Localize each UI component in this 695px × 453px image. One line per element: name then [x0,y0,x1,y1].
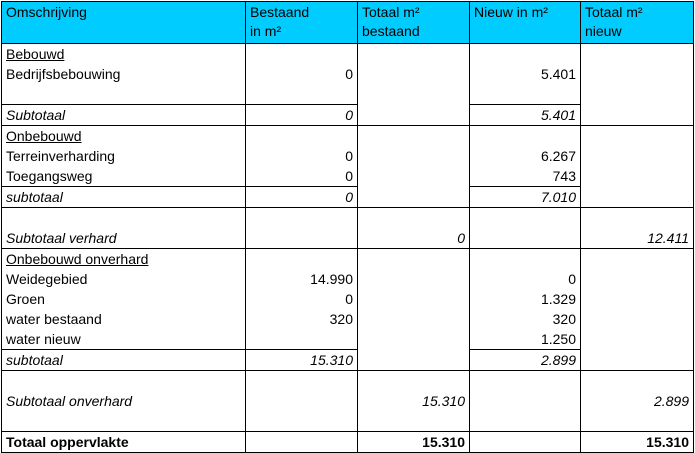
section-bebouwd[interactable]: Bebouwd [2,44,246,65]
cell[interactable] [581,126,694,147]
row-label[interactable]: Groen [2,289,246,309]
cell-bestaand[interactable]: 14.990 [246,269,358,289]
cell-bestaand[interactable]: 0 [246,105,358,126]
cell[interactable] [358,166,470,187]
cell[interactable] [470,228,581,249]
row-label[interactable]: water nieuw [2,329,246,350]
cell-bestaand[interactable]: 0 [246,187,358,208]
cell[interactable] [2,411,246,432]
cell[interactable] [470,371,581,392]
cell[interactable] [358,249,470,270]
cell[interactable] [470,249,581,270]
table-row [2,166,694,187]
table-row [2,146,694,166]
cell[interactable] [581,44,694,65]
section-onbebouwd-onverhard[interactable]: Onbebouwd onverhard [2,249,246,270]
cell[interactable] [581,166,694,187]
cell[interactable] [246,371,358,392]
cell[interactable] [470,126,581,147]
cell[interactable] [358,84,470,105]
header-totaal-bestaand[interactable]: Totaal m² bestaand [358,2,470,44]
cell[interactable] [358,187,470,208]
total-row [2,432,694,453]
area-table [1,1,694,453]
header-totaal-nieuw[interactable]: Totaal m² nieuw [581,2,694,44]
cell[interactable] [246,44,358,65]
cell[interactable] [470,432,581,453]
cell[interactable] [246,208,358,229]
table-row [2,44,694,65]
cell[interactable] [358,350,470,371]
table-row [2,350,694,371]
cell[interactable] [358,329,470,350]
cell[interactable] [2,84,246,105]
cell[interactable] [470,391,581,411]
cell[interactable] [246,329,358,350]
cell[interactable] [470,44,581,65]
cell-nieuw[interactable]: 7.010 [470,187,581,208]
row-label[interactable]: Subtotaal onverhard [2,391,246,411]
cell[interactable] [581,289,694,309]
cell-nieuw[interactable]: 0 [470,269,581,289]
table-row [2,309,694,329]
row-label[interactable]: Totaal oppervlakte [2,432,246,453]
cell-nieuw[interactable]: 6.267 [470,146,581,166]
cell[interactable] [581,411,694,432]
cell[interactable] [358,126,470,147]
row-label[interactable]: Subtotaal [2,105,246,126]
cell-bestaand[interactable]: 15.310 [246,350,358,371]
cell[interactable] [246,228,358,249]
cell[interactable] [358,208,470,229]
cell[interactable] [581,146,694,166]
header-omschrijving[interactable]: Omschrijving [2,2,246,44]
row-label[interactable]: subtotaal [2,187,246,208]
cell[interactable] [358,411,470,432]
cell-totaal-bestaand[interactable]: 15.310 [358,432,470,453]
cell[interactable] [581,371,694,392]
cell[interactable] [470,411,581,432]
cell-nieuw[interactable]: 2.899 [470,350,581,371]
cell-bestaand[interactable]: 0 [246,146,358,166]
cell-totaal-nieuw[interactable]: 12.411 [581,228,694,249]
cell-bestaand[interactable]: 0 [246,64,358,84]
table-row [2,208,694,229]
cell[interactable] [581,84,694,105]
cell-nieuw[interactable]: 320 [470,309,581,329]
cell[interactable] [246,411,358,432]
row-label[interactable]: Weidegebied [2,269,246,289]
cell-nieuw[interactable]: 5.401 [470,105,581,126]
cell[interactable] [581,105,694,126]
cell[interactable] [2,208,246,229]
cell[interactable] [246,249,358,270]
cell[interactable] [581,329,694,350]
cell-totaal-nieuw[interactable]: 15.310 [581,432,694,453]
cell[interactable] [358,269,470,289]
header-nieuw[interactable]: Nieuw in m² [470,2,581,44]
table-row [2,329,694,350]
table-row [2,84,694,105]
table-row [2,64,694,84]
cell[interactable] [246,432,358,453]
cell-nieuw[interactable]: 5.401 [470,64,581,84]
cell[interactable] [358,44,470,65]
cell-bestaand[interactable]: 0 [246,166,358,187]
table-row [2,228,694,249]
cell[interactable] [470,84,581,105]
cell[interactable] [246,391,358,411]
table-row [2,391,694,411]
row-label[interactable]: water bestaand [2,309,246,329]
table-row [2,249,694,270]
cell[interactable] [581,187,694,208]
table-row [2,187,694,208]
row-label[interactable]: Subtotaal verhard [2,228,246,249]
cell-bestaand[interactable]: 0 [246,289,358,309]
cell[interactable] [470,208,581,229]
section-onbebouwd[interactable]: Onbebouwd [2,126,246,147]
cell[interactable] [581,269,694,289]
cell-nieuw[interactable]: 1.250 [470,329,581,350]
header-bestaand[interactable]: Bestaand in m² [246,2,358,44]
cell[interactable] [358,105,470,126]
cell[interactable] [358,289,470,309]
table-row [2,105,694,126]
cell[interactable] [581,249,694,270]
row-label[interactable]: Bedrijfsbebouwing [2,64,246,84]
cell[interactable] [246,126,358,147]
row-label[interactable]: Toegangsweg [2,166,246,187]
cell-totaal-bestaand[interactable]: 15.310 [358,391,470,411]
cell[interactable] [358,64,470,84]
table-row [2,371,694,392]
cell[interactable] [358,146,470,166]
header-row [2,2,694,44]
table-row [2,269,694,289]
table-row [2,411,694,432]
cell-totaal-nieuw[interactable]: 2.899 [581,391,694,411]
cell[interactable] [581,64,694,84]
cell[interactable] [2,371,246,392]
row-label[interactable]: subtotaal [2,350,246,371]
cell[interactable] [358,371,470,392]
cell-nieuw[interactable]: 1.329 [470,289,581,309]
cell-totaal-bestaand[interactable]: 0 [358,228,470,249]
table-row [2,289,694,309]
cell-bestaand[interactable]: 320 [246,309,358,329]
cell-nieuw[interactable]: 743 [470,166,581,187]
cell[interactable] [581,309,694,329]
row-label[interactable]: Terreinverharding [2,146,246,166]
cell[interactable] [581,350,694,371]
cell[interactable] [581,208,694,229]
cell[interactable] [246,84,358,105]
table-row [2,126,694,147]
cell[interactable] [358,309,470,329]
